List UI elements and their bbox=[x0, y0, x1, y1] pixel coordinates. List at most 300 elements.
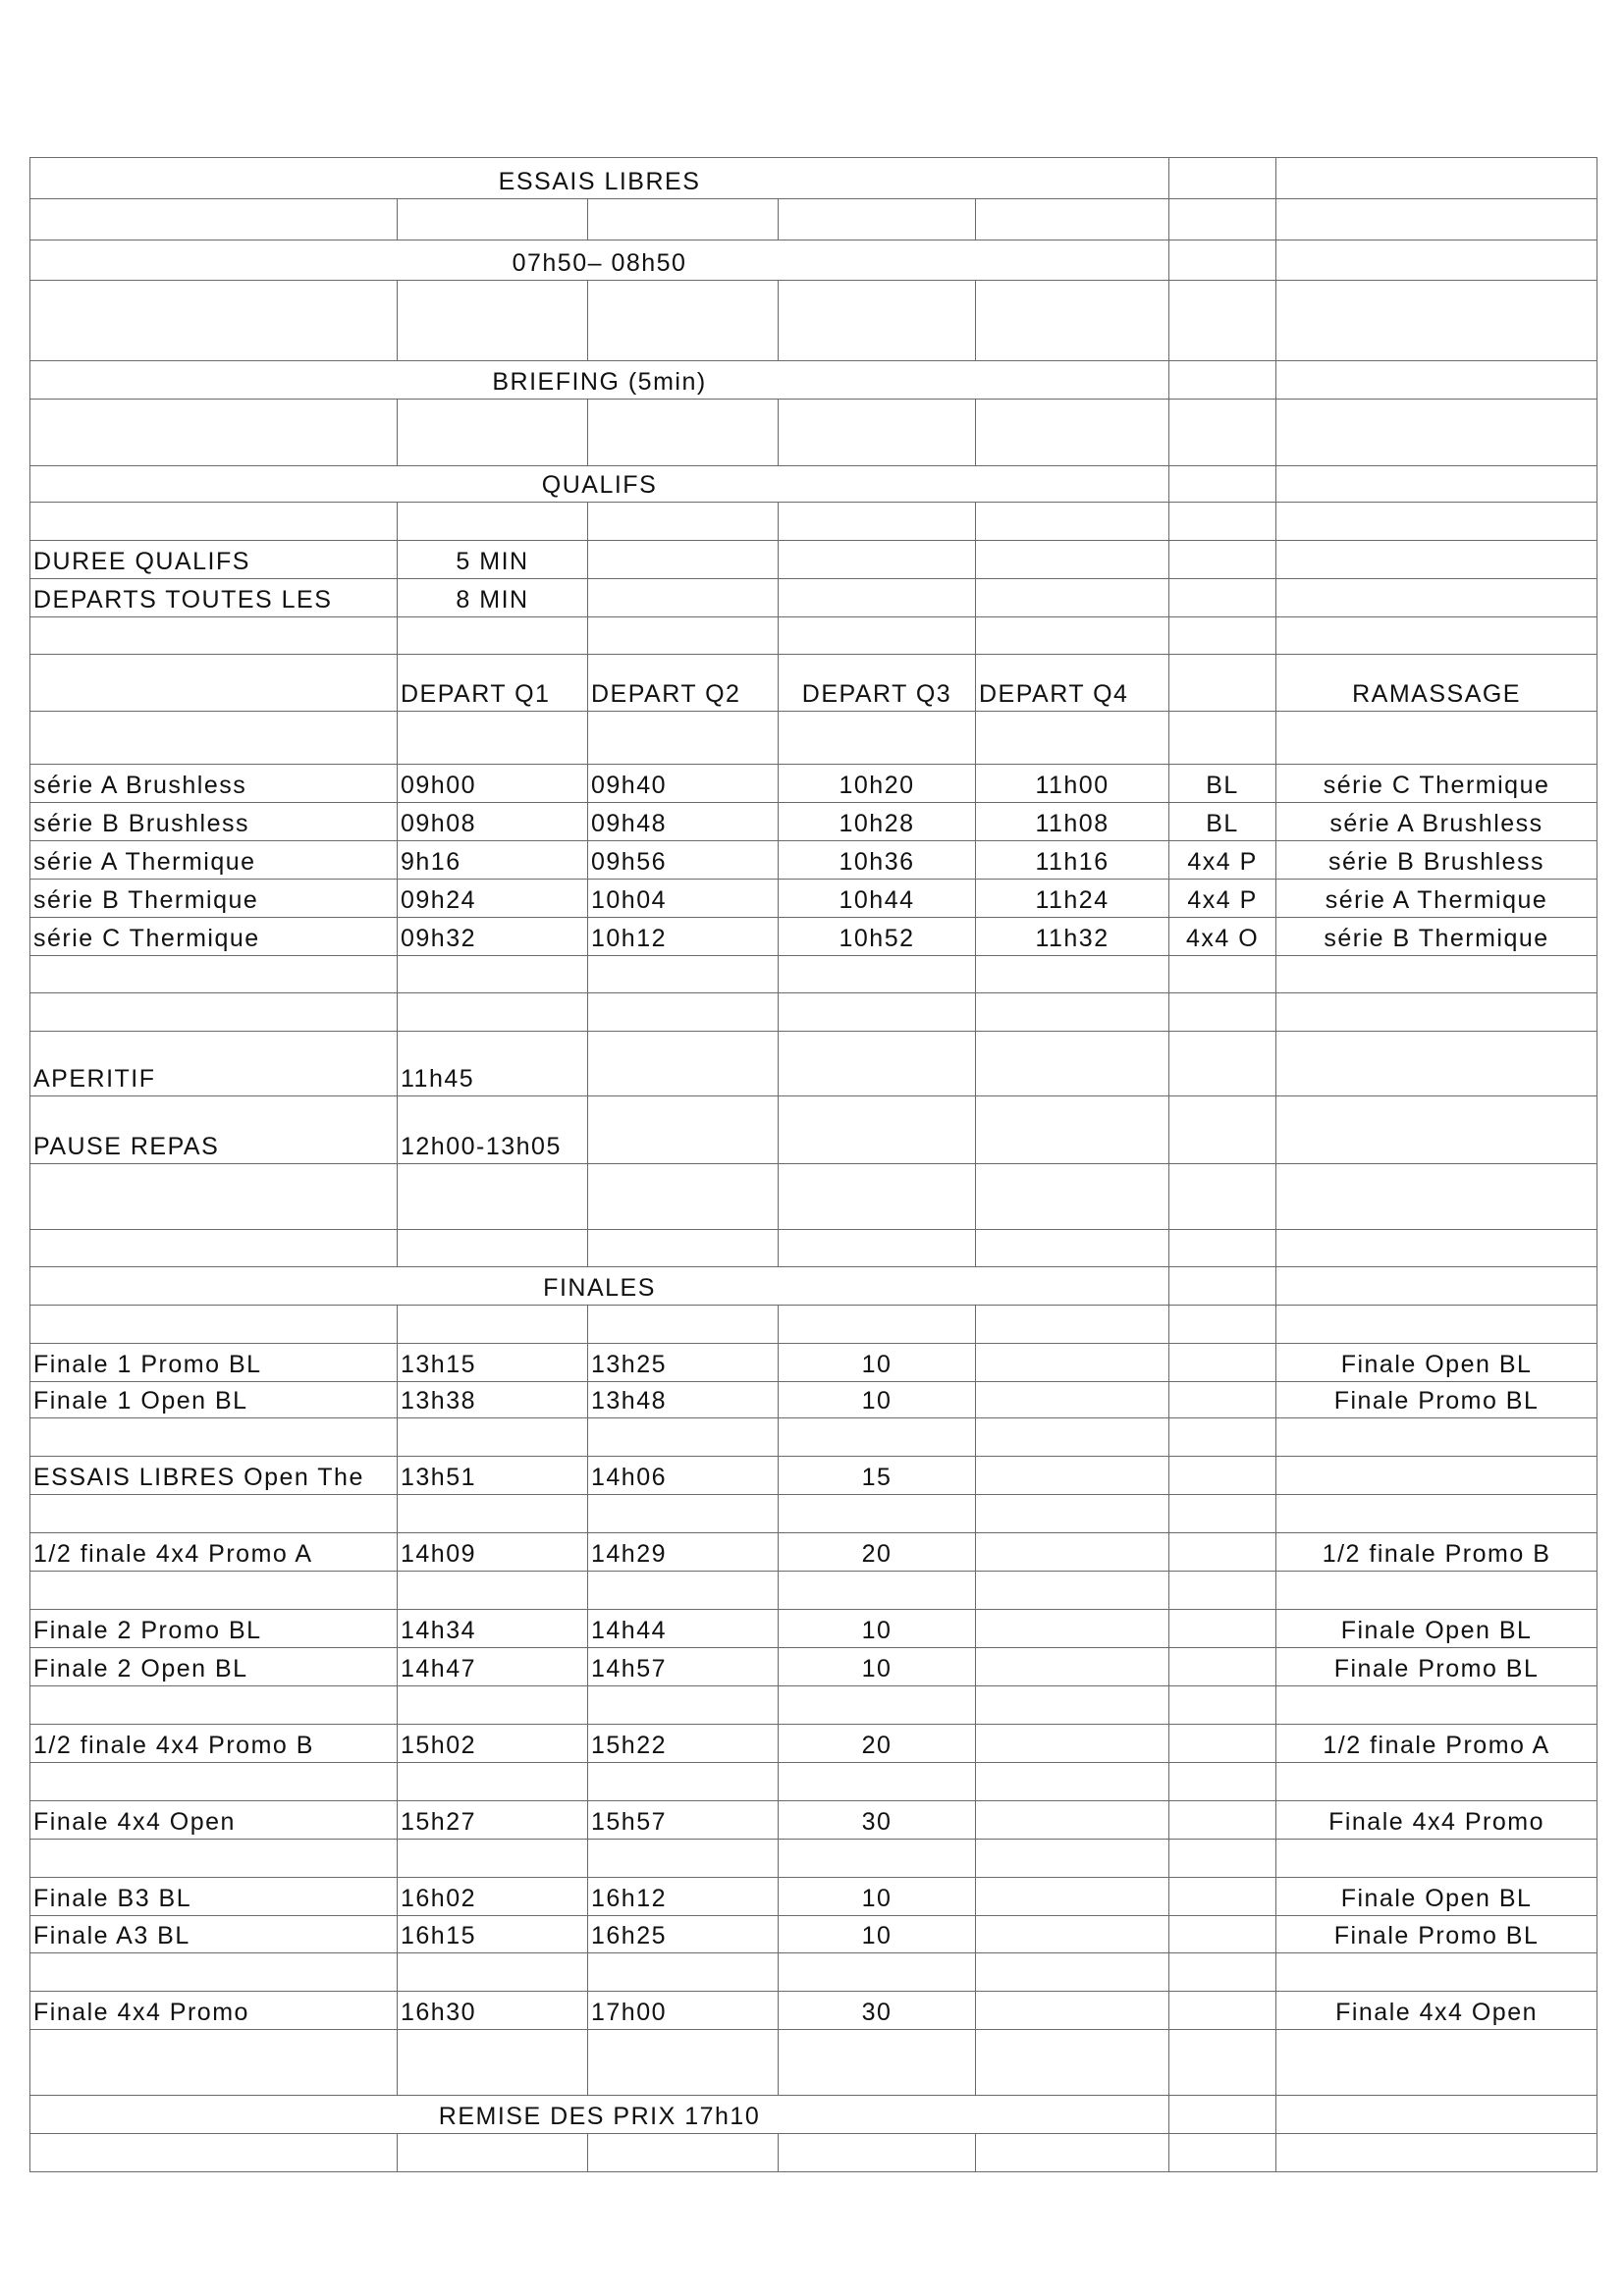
cell-depart-q4 bbox=[976, 2134, 1169, 2172]
cell-ramassage: Finale Promo BL bbox=[1276, 1381, 1597, 1418]
cell-ramassage bbox=[1276, 1952, 1597, 1991]
cell-event bbox=[30, 712, 398, 765]
cell-depart-q2 bbox=[588, 2134, 779, 2172]
cell-ramassage: série B Thermique bbox=[1276, 918, 1597, 956]
cell-depart-q1 bbox=[398, 199, 588, 240]
cell-depart-q1: 9h16 bbox=[398, 841, 588, 880]
cell-category bbox=[1169, 1381, 1276, 1418]
cell-event bbox=[30, 1418, 398, 1457]
cell-depart-q4 bbox=[976, 2029, 1169, 2096]
cell-depart-q4 bbox=[976, 1230, 1169, 1267]
cell-event: PAUSE REPAS bbox=[30, 1095, 398, 1163]
cell-event: série B Thermique bbox=[30, 880, 398, 918]
cell-category bbox=[1169, 1991, 1276, 2029]
table-row bbox=[30, 712, 1597, 765]
table-row bbox=[30, 1916, 1597, 1953]
cell-depart-q2: 10h04 bbox=[588, 880, 779, 918]
cell-category: 4x4 P bbox=[1169, 880, 1276, 918]
cell-depart-q3 bbox=[779, 617, 976, 655]
table-row bbox=[30, 1343, 1597, 1381]
cell-ramassage bbox=[1276, 465, 1597, 503]
cell-depart-q3 bbox=[779, 1031, 976, 1095]
cell-depart-q3 bbox=[779, 1495, 976, 1533]
cell-depart-q4: 11h00 bbox=[976, 765, 1169, 803]
cell-depart-q1: 15h27 bbox=[398, 1801, 588, 1840]
cell-depart-q4 bbox=[976, 503, 1169, 541]
cell-depart-q4 bbox=[976, 1840, 1169, 1878]
cell-ramassage bbox=[1276, 1457, 1597, 1495]
cell-depart-q3 bbox=[779, 1840, 976, 1878]
cell-depart-q1: 5 MIN bbox=[398, 541, 588, 579]
cell-depart-q1: 15h02 bbox=[398, 1725, 588, 1763]
cell-event bbox=[30, 956, 398, 993]
cell-depart-q1: 13h38 bbox=[398, 1381, 588, 1418]
cell-depart-q3 bbox=[779, 280, 976, 361]
cell-depart-q1: 13h51 bbox=[398, 1457, 588, 1495]
table-row bbox=[30, 400, 1597, 466]
table-row bbox=[30, 1572, 1597, 1610]
cell-event: Finale 1 Promo BL bbox=[30, 1343, 398, 1381]
cell-depart-q3: 10h36 bbox=[779, 841, 976, 880]
cell-event bbox=[30, 617, 398, 655]
cell-category bbox=[1169, 712, 1276, 765]
cell-event bbox=[30, 1763, 398, 1801]
cell-depart-q1 bbox=[398, 1763, 588, 1801]
cell-depart-q4 bbox=[976, 1031, 1169, 1095]
cell-ramassage bbox=[1276, 1095, 1597, 1163]
cell-event: Finale 2 Open BL bbox=[30, 1648, 398, 1686]
cell-depart-q2 bbox=[588, 503, 779, 541]
cell-depart-q1 bbox=[398, 1686, 588, 1725]
cell-ramassage bbox=[1276, 1163, 1597, 1230]
cell-depart-q3: 10 bbox=[779, 1343, 976, 1381]
cell-depart-q2 bbox=[588, 1495, 779, 1533]
cell-event bbox=[30, 1163, 398, 1230]
cell-depart-q3: 10h52 bbox=[779, 918, 976, 956]
table-row bbox=[30, 956, 1597, 993]
cell-category bbox=[1169, 1648, 1276, 1686]
cell-ramassage bbox=[1276, 956, 1597, 993]
cell-depart-q4 bbox=[976, 1952, 1169, 1991]
cell-event: 1/2 finale 4x4 Promo B bbox=[30, 1725, 398, 1763]
cell-depart-q2: 16h25 bbox=[588, 1916, 779, 1953]
cell-depart-q4 bbox=[976, 1725, 1169, 1763]
cell-category bbox=[1169, 400, 1276, 466]
cell-depart-q2: 14h29 bbox=[588, 1533, 779, 1572]
cell-depart-q1: 16h30 bbox=[398, 1991, 588, 2029]
cell-event bbox=[30, 400, 398, 466]
cell-ramassage: Finale 4x4 Open bbox=[1276, 1991, 1597, 2029]
cell-event: Finale 4x4 Open bbox=[30, 1801, 398, 1840]
cell-event bbox=[30, 1686, 398, 1725]
cell-depart-q1: 16h15 bbox=[398, 1916, 588, 1953]
cell-depart-q3 bbox=[779, 992, 976, 1031]
cell-depart-q1: 09h08 bbox=[398, 803, 588, 841]
cell-depart-q2 bbox=[588, 400, 779, 466]
table-row bbox=[30, 1457, 1597, 1495]
cell-depart-q4 bbox=[976, 1381, 1169, 1418]
cell-depart-q3 bbox=[779, 1163, 976, 1230]
cell-event: Finale 2 Promo BL bbox=[30, 1610, 398, 1648]
cell-depart-q4: 11h24 bbox=[976, 880, 1169, 918]
cell-depart-q4 bbox=[976, 1343, 1169, 1381]
cell-depart-q2: 09h48 bbox=[588, 803, 779, 841]
section-title: 07h50– 08h50 bbox=[30, 240, 1169, 281]
table-row bbox=[30, 2029, 1597, 2096]
cell-event: série A Thermique bbox=[30, 841, 398, 880]
cell-ramassage bbox=[1276, 361, 1597, 400]
cell-category bbox=[1169, 1266, 1276, 1305]
cell-ramassage bbox=[1276, 992, 1597, 1031]
cell-category bbox=[1169, 503, 1276, 541]
cell-event: Finale 1 Open BL bbox=[30, 1381, 398, 1418]
cell-ramassage bbox=[1276, 1840, 1597, 1878]
cell-category: 4x4 P bbox=[1169, 841, 1276, 880]
cell-depart-q3 bbox=[779, 1305, 976, 1343]
cell-event bbox=[30, 1305, 398, 1343]
cell-depart-q1: DEPART Q1 bbox=[398, 654, 588, 712]
cell-ramassage bbox=[1276, 280, 1597, 361]
cell-depart-q1 bbox=[398, 280, 588, 361]
table-row bbox=[30, 918, 1597, 956]
cell-depart-q1: 8 MIN bbox=[398, 579, 588, 617]
cell-depart-q2 bbox=[588, 579, 779, 617]
table-row bbox=[30, 1495, 1597, 1533]
section-title-row bbox=[30, 158, 1597, 199]
cell-category bbox=[1169, 1840, 1276, 1878]
cell-category bbox=[1169, 579, 1276, 617]
table-row bbox=[30, 1725, 1597, 1763]
cell-event bbox=[30, 1952, 398, 1991]
cell-ramassage: RAMASSAGE bbox=[1276, 654, 1597, 712]
cell-ramassage: série B Brushless bbox=[1276, 841, 1597, 880]
cell-ramassage: Finale Promo BL bbox=[1276, 1916, 1597, 1953]
cell-depart-q1: 09h24 bbox=[398, 880, 588, 918]
cell-event bbox=[30, 2134, 398, 2172]
cell-depart-q2: 13h48 bbox=[588, 1381, 779, 1418]
cell-event: série C Thermique bbox=[30, 918, 398, 956]
cell-ramassage: Finale Open BL bbox=[1276, 1343, 1597, 1381]
cell-depart-q4 bbox=[976, 956, 1169, 993]
cell-category: BL bbox=[1169, 803, 1276, 841]
table-row bbox=[30, 1381, 1597, 1418]
cell-category bbox=[1169, 1418, 1276, 1457]
table-row bbox=[30, 2134, 1597, 2172]
cell-depart-q1 bbox=[398, 617, 588, 655]
table-row bbox=[30, 880, 1597, 918]
cell-depart-q4: 11h16 bbox=[976, 841, 1169, 880]
cell-depart-q1 bbox=[398, 1495, 588, 1533]
table-row bbox=[30, 1305, 1597, 1343]
cell-ramassage bbox=[1276, 1230, 1597, 1267]
cell-ramassage bbox=[1276, 2134, 1597, 2172]
cell-event bbox=[30, 199, 398, 240]
cell-depart-q4 bbox=[976, 1163, 1169, 1230]
cell-event: Finale B3 BL bbox=[30, 1878, 398, 1916]
cell-depart-q1 bbox=[398, 1163, 588, 1230]
section-title: BRIEFING (5min) bbox=[30, 361, 1169, 400]
cell-depart-q4 bbox=[976, 712, 1169, 765]
section-title-row bbox=[30, 465, 1597, 503]
table-row bbox=[30, 1610, 1597, 1648]
table-row bbox=[30, 1095, 1597, 1163]
cell-ramassage bbox=[1276, 240, 1597, 281]
cell-depart-q3: 20 bbox=[779, 1725, 976, 1763]
cell-depart-q3 bbox=[779, 503, 976, 541]
cell-ramassage bbox=[1276, 503, 1597, 541]
cell-category bbox=[1169, 992, 1276, 1031]
cell-category bbox=[1169, 1801, 1276, 1840]
cell-category bbox=[1169, 1610, 1276, 1648]
cell-depart-q4 bbox=[976, 280, 1169, 361]
cell-ramassage bbox=[1276, 1686, 1597, 1725]
cell-ramassage bbox=[1276, 2096, 1597, 2134]
cell-category bbox=[1169, 158, 1276, 199]
cell-depart-q4 bbox=[976, 1095, 1169, 1163]
table-row bbox=[30, 654, 1597, 712]
table-row bbox=[30, 992, 1597, 1031]
cell-depart-q4 bbox=[976, 579, 1169, 617]
cell-depart-q1 bbox=[398, 956, 588, 993]
cell-ramassage bbox=[1276, 579, 1597, 617]
section-title: FINALES bbox=[30, 1266, 1169, 1305]
cell-depart-q4 bbox=[976, 617, 1169, 655]
cell-depart-q1 bbox=[398, 1572, 588, 1610]
cell-category bbox=[1169, 1495, 1276, 1533]
cell-ramassage bbox=[1276, 199, 1597, 240]
cell-category bbox=[1169, 1230, 1276, 1267]
cell-ramassage: 1/2 finale Promo A bbox=[1276, 1725, 1597, 1763]
table-row bbox=[30, 1648, 1597, 1686]
cell-ramassage bbox=[1276, 1031, 1597, 1095]
cell-depart-q2: 14h06 bbox=[588, 1457, 779, 1495]
section-title-row bbox=[30, 361, 1597, 400]
table-row bbox=[30, 1418, 1597, 1457]
cell-depart-q4 bbox=[976, 1801, 1169, 1840]
table-row bbox=[30, 841, 1597, 880]
cell-depart-q2: 09h40 bbox=[588, 765, 779, 803]
cell-depart-q1 bbox=[398, 992, 588, 1031]
cell-event: Finale 4x4 Promo bbox=[30, 1991, 398, 2029]
cell-depart-q3: 10h44 bbox=[779, 880, 976, 918]
table-row bbox=[30, 1801, 1597, 1840]
cell-depart-q1 bbox=[398, 2134, 588, 2172]
cell-category bbox=[1169, 280, 1276, 361]
cell-depart-q1: 11h45 bbox=[398, 1031, 588, 1095]
cell-depart-q1: 14h34 bbox=[398, 1610, 588, 1648]
cell-depart-q2 bbox=[588, 1418, 779, 1457]
cell-depart-q3 bbox=[779, 1418, 976, 1457]
cell-depart-q2: 15h22 bbox=[588, 1725, 779, 1763]
table-row bbox=[30, 765, 1597, 803]
cell-depart-q1 bbox=[398, 503, 588, 541]
cell-category bbox=[1169, 1572, 1276, 1610]
cell-depart-q3 bbox=[779, 1686, 976, 1725]
cell-category bbox=[1169, 956, 1276, 993]
cell-event: DEPARTS TOUTES LES bbox=[30, 579, 398, 617]
cell-depart-q3 bbox=[779, 541, 976, 579]
cell-ramassage: Finale Open BL bbox=[1276, 1610, 1597, 1648]
cell-category bbox=[1169, 1725, 1276, 1763]
cell-depart-q2: 17h00 bbox=[588, 1991, 779, 2029]
section-title: REMISE DES PRIX 17h10 bbox=[30, 2096, 1169, 2134]
cell-depart-q1: 14h09 bbox=[398, 1533, 588, 1572]
cell-event bbox=[30, 2029, 398, 2096]
cell-depart-q2: DEPART Q2 bbox=[588, 654, 779, 712]
cell-depart-q2 bbox=[588, 1952, 779, 1991]
cell-event bbox=[30, 1230, 398, 1267]
section-title-row bbox=[30, 240, 1597, 281]
cell-ramassage bbox=[1276, 1763, 1597, 1801]
cell-depart-q3 bbox=[779, 956, 976, 993]
cell-depart-q4 bbox=[976, 992, 1169, 1031]
table-row bbox=[30, 1163, 1597, 1230]
cell-event: ESSAIS LIBRES Open The bbox=[30, 1457, 398, 1495]
cell-category bbox=[1169, 1686, 1276, 1725]
cell-depart-q4: DEPART Q4 bbox=[976, 654, 1169, 712]
cell-depart-q2 bbox=[588, 280, 779, 361]
cell-depart-q1: 14h47 bbox=[398, 1648, 588, 1686]
cell-depart-q3: 30 bbox=[779, 1991, 976, 2029]
cell-depart-q2 bbox=[588, 617, 779, 655]
cell-depart-q3: 10 bbox=[779, 1878, 976, 1916]
cell-event: série A Brushless bbox=[30, 765, 398, 803]
cell-depart-q4 bbox=[976, 1457, 1169, 1495]
cell-depart-q3: 10h28 bbox=[779, 803, 976, 841]
cell-ramassage: série C Thermique bbox=[1276, 765, 1597, 803]
cell-depart-q1 bbox=[398, 400, 588, 466]
cell-depart-q2 bbox=[588, 1031, 779, 1095]
cell-depart-q2 bbox=[588, 199, 779, 240]
section-title-row bbox=[30, 1266, 1597, 1305]
cell-depart-q2 bbox=[588, 956, 779, 993]
cell-category: 4x4 O bbox=[1169, 918, 1276, 956]
cell-depart-q3: 20 bbox=[779, 1533, 976, 1572]
cell-depart-q4 bbox=[976, 1763, 1169, 1801]
cell-depart-q1 bbox=[398, 2029, 588, 2096]
cell-depart-q3 bbox=[779, 2029, 976, 2096]
table-row bbox=[30, 199, 1597, 240]
cell-ramassage: série A Thermique bbox=[1276, 880, 1597, 918]
cell-event bbox=[30, 992, 398, 1031]
cell-depart-q2 bbox=[588, 1095, 779, 1163]
cell-depart-q2: 16h12 bbox=[588, 1878, 779, 1916]
cell-depart-q4 bbox=[976, 199, 1169, 240]
cell-depart-q4 bbox=[976, 1418, 1169, 1457]
cell-depart-q3: DEPART Q3 bbox=[779, 654, 976, 712]
cell-depart-q3 bbox=[779, 2134, 976, 2172]
section-title: ESSAIS LIBRES bbox=[30, 158, 1169, 199]
cell-ramassage bbox=[1276, 1418, 1597, 1457]
cell-ramassage: Finale 4x4 Promo bbox=[1276, 1801, 1597, 1840]
cell-depart-q2: 14h57 bbox=[588, 1648, 779, 1686]
cell-ramassage bbox=[1276, 541, 1597, 579]
cell-category bbox=[1169, 1763, 1276, 1801]
cell-depart-q4 bbox=[976, 1305, 1169, 1343]
cell-depart-q2: 09h56 bbox=[588, 841, 779, 880]
cell-depart-q1 bbox=[398, 1952, 588, 1991]
cell-category bbox=[1169, 1031, 1276, 1095]
cell-depart-q1 bbox=[398, 1230, 588, 1267]
cell-ramassage bbox=[1276, 400, 1597, 466]
cell-event: APERITIF bbox=[30, 1031, 398, 1095]
cell-category bbox=[1169, 2134, 1276, 2172]
schedule-table bbox=[29, 157, 1597, 2172]
cell-category bbox=[1169, 1343, 1276, 1381]
table-row bbox=[30, 1952, 1597, 1991]
table-row bbox=[30, 541, 1597, 579]
cell-depart-q2 bbox=[588, 1163, 779, 1230]
cell-depart-q2 bbox=[588, 1686, 779, 1725]
cell-depart-q3 bbox=[779, 1230, 976, 1267]
table-row bbox=[30, 1031, 1597, 1095]
cell-depart-q4 bbox=[976, 1610, 1169, 1648]
cell-depart-q3: 10 bbox=[779, 1610, 976, 1648]
cell-event: Finale A3 BL bbox=[30, 1916, 398, 1953]
cell-category bbox=[1169, 1095, 1276, 1163]
cell-depart-q4 bbox=[976, 541, 1169, 579]
cell-category: BL bbox=[1169, 765, 1276, 803]
cell-ramassage bbox=[1276, 1305, 1597, 1343]
cell-ramassage bbox=[1276, 158, 1597, 199]
cell-ramassage bbox=[1276, 1572, 1597, 1610]
cell-depart-q3: 15 bbox=[779, 1457, 976, 1495]
cell-depart-q1 bbox=[398, 1305, 588, 1343]
cell-category bbox=[1169, 1916, 1276, 1953]
cell-depart-q1 bbox=[398, 1418, 588, 1457]
table-row bbox=[30, 803, 1597, 841]
table-row bbox=[30, 1991, 1597, 2029]
cell-category bbox=[1169, 617, 1276, 655]
cell-depart-q2 bbox=[588, 2029, 779, 2096]
cell-depart-q4 bbox=[976, 1991, 1169, 2029]
cell-depart-q2: 15h57 bbox=[588, 1801, 779, 1840]
cell-depart-q3 bbox=[779, 1095, 976, 1163]
cell-depart-q4 bbox=[976, 1686, 1169, 1725]
cell-depart-q1: 13h15 bbox=[398, 1343, 588, 1381]
cell-depart-q2 bbox=[588, 541, 779, 579]
table-row bbox=[30, 1878, 1597, 1916]
cell-depart-q4 bbox=[976, 1916, 1169, 1953]
cell-category bbox=[1169, 1163, 1276, 1230]
cell-depart-q3 bbox=[779, 199, 976, 240]
cell-depart-q3: 30 bbox=[779, 1801, 976, 1840]
cell-depart-q3: 10h20 bbox=[779, 765, 976, 803]
cell-depart-q4 bbox=[976, 1495, 1169, 1533]
cell-event: série B Brushless bbox=[30, 803, 398, 841]
cell-depart-q2 bbox=[588, 1305, 779, 1343]
cell-event bbox=[30, 1572, 398, 1610]
cell-category bbox=[1169, 2096, 1276, 2134]
cell-depart-q4: 11h08 bbox=[976, 803, 1169, 841]
cell-category bbox=[1169, 465, 1276, 503]
cell-category bbox=[1169, 654, 1276, 712]
cell-depart-q1: 16h02 bbox=[398, 1878, 588, 1916]
cell-depart-q4 bbox=[976, 1572, 1169, 1610]
cell-depart-q3 bbox=[779, 712, 976, 765]
cell-depart-q3: 10 bbox=[779, 1648, 976, 1686]
cell-depart-q2: 13h25 bbox=[588, 1343, 779, 1381]
table-row bbox=[30, 617, 1597, 655]
cell-category bbox=[1169, 2029, 1276, 2096]
cell-ramassage bbox=[1276, 617, 1597, 655]
cell-event bbox=[30, 654, 398, 712]
cell-depart-q2 bbox=[588, 1230, 779, 1267]
cell-depart-q2: 10h12 bbox=[588, 918, 779, 956]
section-title: QUALIFS bbox=[30, 465, 1169, 503]
cell-depart-q2: 14h44 bbox=[588, 1610, 779, 1648]
table-row bbox=[30, 503, 1597, 541]
